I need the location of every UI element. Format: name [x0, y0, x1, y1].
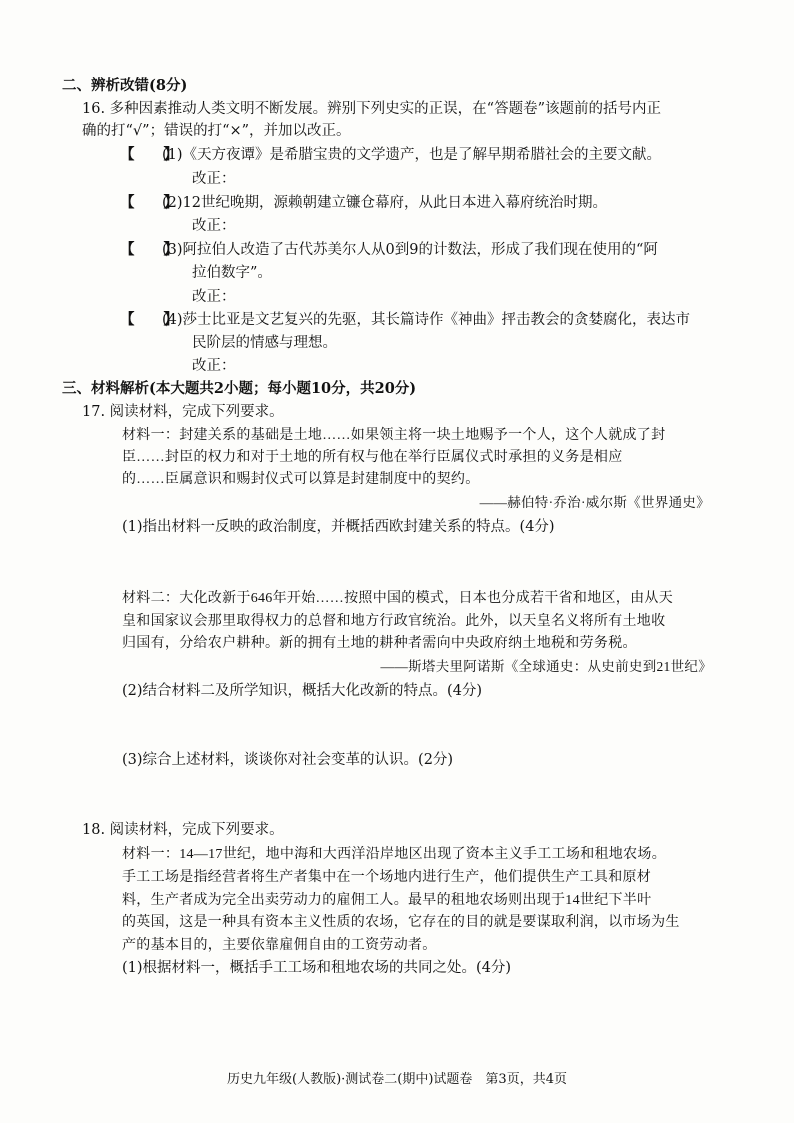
- section3-title: 三、材料解析(本大题共2小题；每小题10分，共20分): [62, 380, 417, 397]
- q17-material2-line: 归国有，分给农户耕种。新的拥有土地的耕种者需向中央政府纳土地税和劳务税。: [122, 636, 637, 651]
- q17-question1: (1)指出材料一反映的政治制度，并概括西欧封建关系的特点。(4分): [122, 519, 555, 535]
- q16-item-4: 【 】(4)莎士比亚是文艺复兴的先驱，其长篇诗作《神曲》抨击教会的贪婪腐化，表达市: [120, 311, 691, 328]
- q17-material1-line: 的……臣属意识和赐封仪式可以算是封建制度中的契约。: [122, 472, 480, 487]
- q17-question3: (3)综合上述材料，谈谈你对社会变革的认识。(2分): [122, 752, 454, 768]
- q17-material2-source: ——斯塔夫里阿诺斯《全球通史：从史前史到21世纪》: [380, 659, 712, 674]
- q17-question2: (2)结合材料二及所学知识，概括大化改新的特点。(4分): [122, 683, 483, 699]
- answer-bracket: 【 】: [120, 311, 178, 328]
- q18-material1-line: 料，生产者成为完全出卖劳动力的雇佣工人。最早的租地农场则出现于14世纪下半叶: [122, 893, 652, 908]
- q16-item-2: 【 】(2)12世纪晚期，源赖朝建立镰仓幕府，从此日本进入幕府统治时期。: [120, 194, 607, 211]
- q16-item-3: 【 】(3)阿拉伯人改造了古代苏美尔人从0到9的计数法，形成了我们现在使用的“阿: [120, 241, 658, 258]
- q17-material1-line: 臣……封臣的权力和对于土地的所有权与他在举行臣属仪式时承担的义务是相应: [122, 450, 623, 465]
- section2-title: 二、辨析改错(8分): [62, 77, 188, 94]
- answer-bracket: 【 】: [120, 194, 178, 211]
- q16-stem-cont: 确的打“√”；错误的打“×”，并加以改正。: [82, 123, 351, 139]
- q17-stem: 17. 阅读材料，完成下列要求。: [82, 404, 284, 420]
- correct-label-4: 改正：: [192, 358, 236, 374]
- q18-material1-line: 手工工场是指经营者将生产者集中在一个场地内进行生产，他们提供生产工具和原材: [122, 870, 652, 885]
- q18-question1: (1)根据材料一，概括手工工场和租地农场的共同之处。(4分): [122, 960, 512, 976]
- q17-material2-line: 材料二：大化改新于646年开始……按照中国的模式，日本也分成若干省和地区，由从天: [122, 591, 673, 606]
- q17-material2-line: 皇和国家议会那里取得权力的总督和地方行政官统治。此外，以天皇名义将所有土地收: [122, 614, 666, 629]
- answer-bracket: 【 】: [120, 146, 178, 163]
- q17-material1-source: ——赫伯特·乔治·威尔斯《世界通史》: [479, 495, 710, 510]
- q18-material1-line: 材料一：14—17世纪，地中海和大西洋沿岸地区出现了资本主义手工工场和租地农场。: [122, 847, 666, 862]
- answer-bracket: 【 】: [120, 241, 178, 258]
- correct-label-2: 改正：: [192, 218, 236, 234]
- page-footer: 历史九年级(人教版)·测试卷二(期中)试题卷 第3页，共4页: [227, 1072, 567, 1087]
- q16-stem: 16. 多种因素推动人类文明不断发展。辨别下列史实的正误，在“答题卷”该题前的括号内正: [82, 101, 661, 117]
- q18-material1-line: 的英国，这是一种具有资本主义性质的农场，它存在的目的就是要谋取利润，以市场为生: [122, 915, 680, 930]
- q16-item-4-cont: 民阶层的情感与理想。: [192, 335, 337, 351]
- q17-material1-line: 材料一：封建关系的基础是土地……如果领主将一块土地赐予一个人，这个人就成了封: [122, 428, 666, 443]
- correct-label-1: 改正：: [192, 171, 236, 187]
- q18-stem: 18. 阅读材料，完成下列要求。: [82, 822, 284, 838]
- correct-label-3: 改正：: [192, 289, 236, 305]
- q16-item-3-cont: 拉伯数字”。: [192, 265, 272, 281]
- q16-item-1: 【 】(1)《天方夜谭》是希腊宝贵的文学遗产，也是了解早期希腊社会的主要文献。: [120, 146, 662, 163]
- q18-material1-line: 产的基本目的，主要依靠雇佣自由的工资劳动者。: [122, 938, 437, 953]
